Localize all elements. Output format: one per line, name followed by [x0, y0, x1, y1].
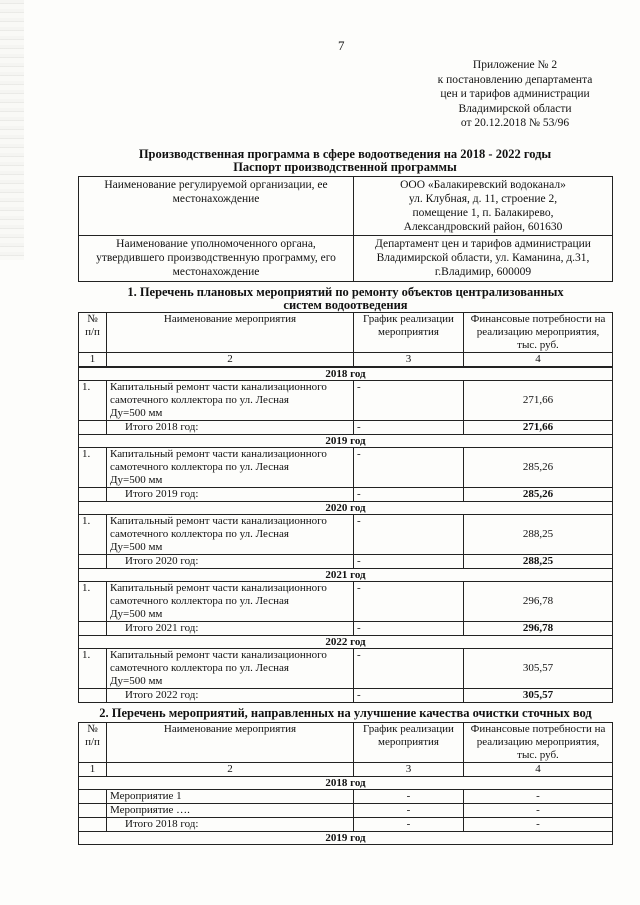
authority-value-line: Владимирской области, ул. Каманина, д.31, [376, 252, 590, 264]
col-number: 2 [107, 353, 354, 367]
col-number: 3 [354, 353, 464, 367]
row-schedule: - [354, 582, 464, 622]
year-row [79, 502, 613, 515]
row-name-line: Капитальный ремонт части канализационного [110, 381, 327, 393]
col-number: 3 [354, 763, 464, 777]
row-name-line: самотечного коллектора по ул. Лесная [110, 595, 289, 607]
row-num: 1. [79, 448, 107, 488]
row-amount: - [464, 804, 613, 818]
total-schedule: - [354, 622, 464, 636]
table-row [79, 515, 613, 555]
row-name [107, 381, 354, 421]
total-label: Итого 2018 год: [107, 421, 354, 435]
table-header-row [79, 723, 613, 763]
year-label: 2022 год [79, 636, 613, 649]
total-schedule: - [354, 818, 464, 832]
total-label: Итого 2018 год: [107, 818, 354, 832]
year-row [79, 832, 613, 845]
document-title [75, 148, 615, 174]
row-name: Мероприятие …. [107, 804, 354, 818]
row-amount: - [464, 790, 613, 804]
col-number: 4 [464, 763, 613, 777]
authority-label: Наименование уполномоченного органа, утвердившего производственную программу, его местонахождение [79, 236, 354, 282]
header-num: № п/п [79, 313, 107, 353]
year-row [79, 569, 613, 582]
row-amount: 296,78 [464, 582, 613, 622]
header-schedule: График реализации мероприятия [354, 313, 464, 353]
total-label: Итого 2019 год: [107, 488, 354, 502]
col-number: 1 [79, 763, 107, 777]
col-number: 4 [464, 353, 613, 367]
row-name-line: Капитальный ремонт части канализационного [110, 515, 327, 527]
annex-line: от 20.12.2018 № 53/96 [460, 117, 570, 129]
authority-value [354, 236, 613, 282]
row-schedule: - [354, 448, 464, 488]
row-name [107, 582, 354, 622]
total-schedule: - [354, 689, 464, 703]
total-row [79, 421, 613, 435]
table-row [79, 448, 613, 488]
annex-line: Приложение № 2 [472, 59, 558, 71]
year-label: 2018 год [79, 368, 613, 381]
total-schedule: - [354, 421, 464, 435]
row-name-line: Капитальный ремонт части канализационного [110, 448, 327, 460]
row-name-line: самотечного коллектора по ул. Лесная [110, 394, 289, 406]
year-row [79, 368, 613, 381]
row-name-line: Капитальный ремонт части канализационного [110, 649, 327, 661]
section1-title-line: систем водоотведения [283, 298, 408, 312]
scan-edge-artifact [0, 0, 24, 260]
total-amount: 288,25 [464, 555, 613, 569]
annex-line: цен и тарифов администрации [440, 88, 590, 100]
row-schedule: - [354, 515, 464, 555]
section1-title-line: 1. Перечень плановых мероприятий по ремонту объектов централизованных [127, 285, 564, 299]
table-row [79, 381, 613, 421]
total-schedule: - [354, 555, 464, 569]
annex-line: Владимирской области [458, 102, 572, 115]
table-row [79, 790, 613, 804]
org-value [354, 177, 613, 236]
row-amount: 271,66 [464, 381, 613, 421]
row-num [79, 689, 107, 703]
authority-value-line: г.Владимир, 600009 [434, 266, 532, 278]
row-schedule: - [354, 649, 464, 689]
row-name: Мероприятие 1 [107, 790, 354, 804]
section1-table [78, 312, 613, 703]
total-row [79, 555, 613, 569]
row-name-line: Капитальный ремонт части канализационного [110, 582, 327, 594]
year-row [79, 435, 613, 448]
row-name-line: самотечного коллектора по ул. Лесная [110, 662, 289, 674]
row-amount: 285,26 [464, 448, 613, 488]
org-value-line: ООО «Балакиревский водоканал» [400, 179, 566, 191]
header-finance: Финансовые потребности на реализацию мероприятия, тыс. руб. [464, 723, 613, 763]
total-amount: 285,26 [464, 488, 613, 502]
row-num [79, 421, 107, 435]
total-amount: - [464, 818, 613, 832]
title-line: Паспорт производственной программы [233, 160, 457, 174]
year-label: 2021 год [79, 569, 613, 582]
row-schedule: - [354, 804, 464, 818]
total-amount: 296,78 [464, 622, 613, 636]
year-row [79, 777, 613, 790]
column-number-row [79, 763, 613, 777]
row-name [107, 515, 354, 555]
row-name-line: самотечного коллектора по ул. Лесная [110, 528, 289, 540]
row-num: 1. [79, 381, 107, 421]
org-label: Наименование регулируемой организации, ее местонахождение [79, 177, 354, 236]
title-line: Производственная программа в сфере водоотведения на 2018 - 2022 годы [138, 147, 552, 161]
total-amount: 305,57 [464, 689, 613, 703]
table-header-row [79, 313, 613, 353]
row-num [79, 790, 107, 804]
row-name [107, 649, 354, 689]
row-num [79, 622, 107, 636]
row-num [79, 818, 107, 832]
section2-title: 2. Перечень мероприятий, направленных на улучшение качества очистки сточных вод [99, 706, 592, 720]
header-schedule: График реализации мероприятия [354, 723, 464, 763]
section2-table [78, 722, 613, 845]
year-row [79, 636, 613, 649]
section1-title [78, 286, 613, 312]
passport-row-org [79, 177, 613, 236]
row-name-line: Ду=500 мм [110, 541, 163, 553]
passport-row-authority [79, 236, 613, 282]
row-name-line: Ду=500 мм [110, 407, 163, 419]
authority-value-line: Департамент цен и тарифов администрации [375, 238, 591, 250]
row-name-line: Ду=500 мм [110, 675, 163, 687]
year-label: 2019 год [79, 832, 613, 845]
annex-block [410, 58, 620, 131]
row-name-line: самотечного коллектора по ул. Лесная [110, 461, 289, 473]
row-num [79, 804, 107, 818]
row-schedule: - [354, 381, 464, 421]
org-value-line: ул. Клубная, д. 11, строение 2, [408, 193, 558, 205]
total-label: Итого 2020 год: [107, 555, 354, 569]
total-row [79, 689, 613, 703]
col-number: 1 [79, 353, 107, 367]
header-num: № п/п [79, 723, 107, 763]
row-num: 1. [79, 582, 107, 622]
year-label: 2020 год [79, 502, 613, 515]
table-row [79, 804, 613, 818]
header-name: Наименование мероприятия [107, 723, 354, 763]
total-row [79, 818, 613, 832]
passport-table [78, 176, 613, 282]
row-num [79, 488, 107, 502]
row-name-line: Ду=500 мм [110, 608, 163, 620]
annex-line: к постановлению департамента [437, 73, 593, 86]
column-number-row [79, 353, 613, 367]
row-num: 1. [79, 515, 107, 555]
table-row [79, 582, 613, 622]
year-label: 2018 год [79, 777, 613, 790]
total-row [79, 622, 613, 636]
header-finance: Финансовые потребности на реализацию мероприятия, тыс. руб. [464, 313, 613, 353]
page-number: 7 [338, 38, 345, 53]
org-value-line: Александровский район, 601630 [403, 221, 563, 233]
row-num: 1. [79, 649, 107, 689]
total-amount: 271,66 [464, 421, 613, 435]
total-label: Итого 2022 год: [107, 689, 354, 703]
total-label: Итого 2021 год: [107, 622, 354, 636]
row-name [107, 448, 354, 488]
table-row [79, 649, 613, 689]
org-value-line: помещение 1, п. Балакирево, [412, 207, 554, 219]
row-num [79, 555, 107, 569]
year-label: 2019 год [79, 435, 613, 448]
total-row [79, 488, 613, 502]
row-amount: 305,57 [464, 649, 613, 689]
col-number: 2 [107, 763, 354, 777]
row-schedule: - [354, 790, 464, 804]
total-schedule: - [354, 488, 464, 502]
header-name: Наименование мероприятия [107, 313, 354, 353]
row-name-line: Ду=500 мм [110, 474, 163, 486]
row-amount: 288,25 [464, 515, 613, 555]
